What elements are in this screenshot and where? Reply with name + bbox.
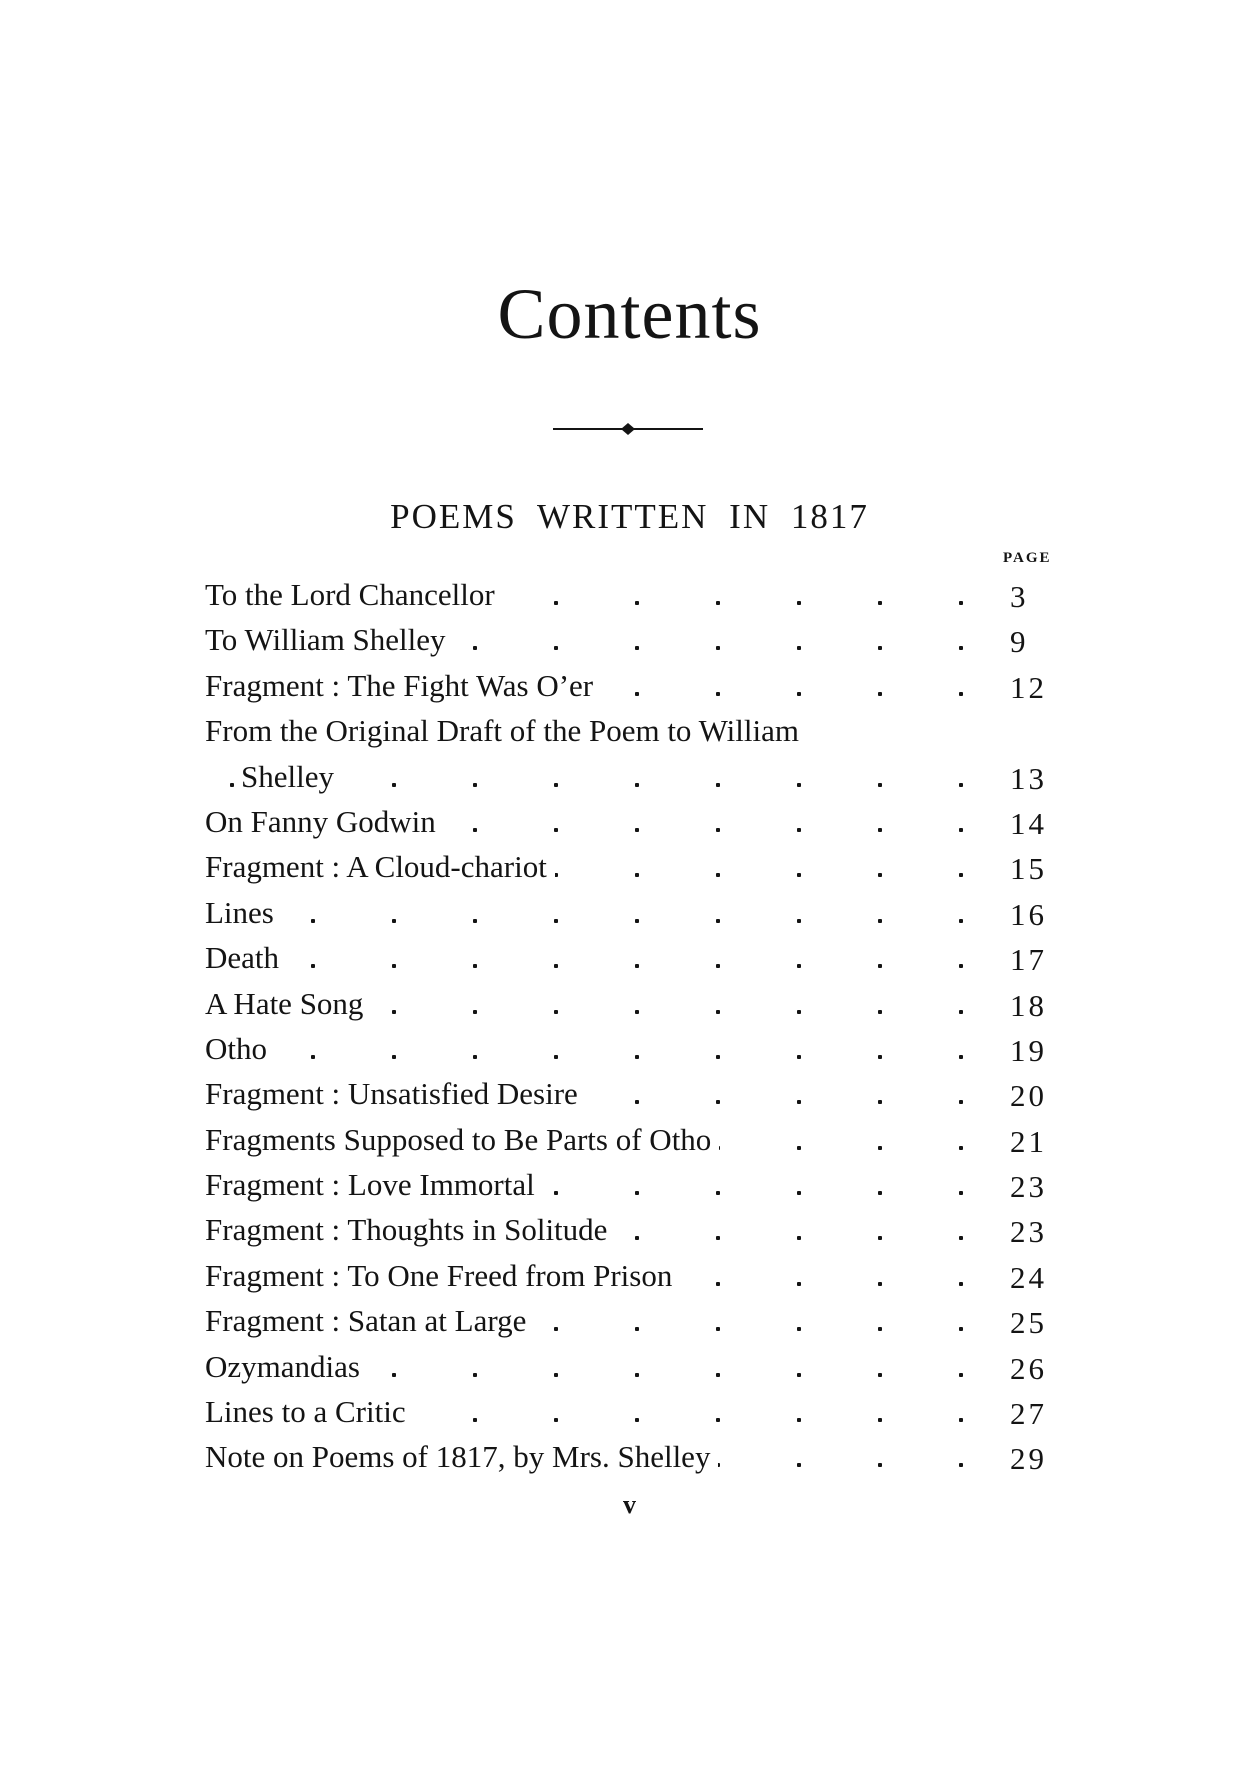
toc-entry: [205, 663, 1060, 708]
leader-dot: [797, 1282, 801, 1286]
leader-dot: [311, 964, 315, 968]
toc-entry: [205, 799, 1060, 844]
leader-dot: [716, 1327, 720, 1331]
toc-entry-page: 3: [1010, 579, 1029, 614]
toc-entry-title: Fragment : Unsatisfied Desire: [205, 1071, 586, 1116]
leader-dot: [635, 1373, 639, 1377]
toc-entry-page: 21: [1010, 1123, 1047, 1159]
leader-dot: [716, 1055, 720, 1059]
leader-dot: [959, 692, 963, 696]
toc-entry-page: 13: [1010, 760, 1047, 796]
leader-dot: [797, 1236, 801, 1240]
leader-dot: [635, 601, 639, 605]
leader-dot: [797, 1373, 801, 1377]
leader-dot: [392, 1373, 396, 1377]
leader-dot: [878, 919, 882, 923]
leader-dot: [878, 1327, 882, 1331]
toc-entry: [205, 617, 1060, 662]
page-title: Contents: [497, 274, 762, 354]
leader-dot: [878, 964, 882, 968]
leader-dot: [716, 873, 720, 877]
leader-dot: [878, 828, 882, 832]
leader-dot: [716, 783, 720, 787]
leader-dot: [473, 1055, 477, 1059]
leader-dot: [473, 828, 477, 832]
leader-dot: [635, 1327, 639, 1331]
leader-dot: [959, 1100, 963, 1104]
leader-dot: [959, 1373, 963, 1377]
leader-dot: [878, 646, 882, 650]
leader-dot: [716, 646, 720, 650]
leader-dot: [230, 783, 234, 787]
leader-dot: [959, 646, 963, 650]
toc-entry: [205, 1117, 1060, 1162]
leader-dot: [716, 919, 720, 923]
toc-entry-title: To William Shelley: [205, 617, 454, 662]
leader-dot: [392, 964, 396, 968]
section-heading: POEMS WRITTEN IN 1817: [390, 497, 869, 536]
leader-dot: [878, 783, 882, 787]
leader-dot: [473, 1010, 477, 1014]
leader-dot: [959, 1010, 963, 1014]
leader-dot: [716, 601, 720, 605]
toc-entry-title: Lines: [205, 890, 282, 935]
toc-entry: [205, 1162, 1060, 1207]
toc-entry: [205, 1253, 1060, 1298]
toc-entry-title: Fragment : A Cloud-chariot: [205, 844, 555, 889]
leader-dot: [635, 919, 639, 923]
toc-entry: [205, 844, 1060, 889]
leader-dot: [716, 1010, 720, 1014]
leader-dot: [554, 1373, 558, 1377]
leader-dot: [716, 1236, 720, 1240]
leader-dot: [635, 1191, 639, 1195]
leader-dot: [554, 783, 558, 787]
toc-entry: [205, 754, 1060, 799]
page-column-label: PAGE: [1003, 550, 1052, 566]
leader-dot: [554, 1191, 558, 1195]
toc-entry: [205, 890, 1060, 935]
leader-dot: [878, 1463, 882, 1467]
toc-entry-title: Fragment : Thoughts in Solitude: [205, 1207, 615, 1252]
toc-entry-title: Fragment : Love Immortal: [205, 1162, 543, 1207]
toc-entry-page: 9: [1010, 624, 1029, 660]
leader-dot: [959, 1236, 963, 1240]
leader-dot: [635, 873, 639, 877]
toc-entry-page: 16: [1010, 896, 1047, 932]
toc-entry-title: Ozymandias: [205, 1344, 368, 1389]
toc-entry-page: 29: [1010, 1441, 1047, 1477]
toc-entry-title: Lines to a Critic: [205, 1389, 414, 1434]
leader-dot: [635, 964, 639, 968]
leader-dot: [473, 1418, 477, 1422]
leader-dot: [959, 1418, 963, 1422]
leader-dot: [716, 1191, 720, 1195]
leader-dot: [959, 783, 963, 787]
toc-entry: [205, 935, 1060, 980]
toc-entry-page: 20: [1010, 1078, 1047, 1114]
leader-dot: [878, 1055, 882, 1059]
toc-entry-page: 17: [1010, 942, 1047, 978]
toc-entry-page: 12: [1010, 669, 1047, 705]
leader-dot: [554, 919, 558, 923]
leader-dot: [392, 783, 396, 787]
leader-dot: [959, 919, 963, 923]
leader-dot: [797, 1055, 801, 1059]
leader-dot: [878, 692, 882, 696]
toc-entry-page: 23: [1010, 1214, 1047, 1250]
leader-dot: [878, 1373, 882, 1377]
page-folio: v: [623, 1490, 636, 1519]
leader-dot: [878, 1010, 882, 1014]
toc-entry: [205, 1389, 1060, 1434]
leader-dot: [554, 1010, 558, 1014]
leader-dot: [797, 964, 801, 968]
leader-dot: [554, 646, 558, 650]
leader-dot: [959, 828, 963, 832]
toc-entry-title: On Fanny Godwin: [205, 799, 444, 844]
leader-dot: [878, 1100, 882, 1104]
toc-entry-title: Shelley: [241, 754, 342, 799]
toc-entry-page: 23: [1010, 1169, 1047, 1205]
leader-dot: [797, 601, 801, 605]
leader-dot: [878, 1236, 882, 1240]
leader-dot: [797, 1100, 801, 1104]
toc-entry-title: Otho: [205, 1026, 275, 1071]
toc-entry-page: 25: [1010, 1305, 1047, 1341]
leader-dot: [311, 1055, 315, 1059]
toc-entry-title: Fragments Supposed to Be Parts of Otho: [205, 1117, 719, 1162]
leader-dot: [554, 1418, 558, 1422]
leader-dot: [554, 601, 558, 605]
leader-dot: [716, 1373, 720, 1377]
leader-dot: [959, 1327, 963, 1331]
leader-dot: [554, 1327, 558, 1331]
toc-entry-page: 27: [1010, 1396, 1047, 1432]
leader-dot: [878, 873, 882, 877]
toc-entry-title: Note on Poems of 1817, by Mrs. Shelley: [205, 1434, 718, 1479]
leader-dot: [797, 646, 801, 650]
leader-dot: [878, 1191, 882, 1195]
leader-dot: [473, 919, 477, 923]
leader-dot: [797, 783, 801, 787]
dot-leader: [205, 890, 970, 935]
leader-dot: [473, 783, 477, 787]
toc-entry-title: Fragment : The Fight Was O’er: [205, 663, 601, 708]
leader-dot: [878, 1418, 882, 1422]
dot-leader: [205, 935, 970, 980]
leader-dot: [959, 1055, 963, 1059]
leader-dot: [878, 601, 882, 605]
toc-entry: [205, 1207, 1060, 1252]
leader-dot: [959, 1463, 963, 1467]
leader-dot: [392, 919, 396, 923]
leader-dot: [635, 783, 639, 787]
leader-dot: [392, 1055, 396, 1059]
leader-dot: [797, 692, 801, 696]
toc-entry-page: 19: [1010, 1032, 1047, 1068]
leader-dot: [797, 1146, 801, 1150]
toc-entry-title: Fragment : Satan at Large: [205, 1298, 534, 1343]
leader-dot: [554, 964, 558, 968]
leader-dot: [716, 1100, 720, 1104]
leader-dot: [635, 646, 639, 650]
leader-dot: [959, 1282, 963, 1286]
rule-with-diamond-icon: [553, 421, 703, 437]
leader-dot: [797, 873, 801, 877]
leader-dot: [554, 828, 558, 832]
leader-dot: [635, 1010, 639, 1014]
toc-entry: [205, 1298, 1060, 1343]
leader-dot: [959, 1146, 963, 1150]
toc-entry: [205, 1344, 1060, 1389]
toc-entry-title: Fragment : To One Freed from Prison: [205, 1253, 680, 1298]
leader-dot: [716, 692, 720, 696]
leader-dot: [878, 1146, 882, 1150]
leader-dot: [959, 1191, 963, 1195]
leader-dot: [635, 1236, 639, 1240]
leader-dot: [473, 964, 477, 968]
leader-dot: [716, 964, 720, 968]
toc-entry-title: Death: [205, 935, 287, 980]
toc-entry-title: A Hate Song: [205, 981, 371, 1026]
toc-entry-page: 24: [1010, 1259, 1047, 1295]
leader-dot: [635, 1100, 639, 1104]
toc-entry: [205, 981, 1060, 1026]
leader-dot: [716, 1418, 720, 1422]
toc-entry: [205, 1434, 1060, 1479]
leader-dot: [797, 919, 801, 923]
leader-dot: [473, 1373, 477, 1377]
table-of-contents: [205, 572, 1060, 1480]
leader-dot: [716, 828, 720, 832]
toc-entry-page: 14: [1010, 805, 1047, 841]
toc-entry-page: 15: [1010, 851, 1047, 887]
toc-entry: [205, 572, 1060, 617]
leader-dot: [635, 1055, 639, 1059]
leader-dot: [716, 1282, 720, 1286]
leader-dot: [797, 828, 801, 832]
leader-dot: [635, 828, 639, 832]
leader-dot: [635, 692, 639, 696]
leader-dot: [473, 646, 477, 650]
leader-dot: [311, 919, 315, 923]
toc-entry: [205, 708, 1060, 753]
leader-dot: [797, 1327, 801, 1331]
toc-entry: [205, 1071, 1060, 1116]
leader-dot: [959, 601, 963, 605]
toc-entry: [205, 1026, 1060, 1071]
leader-dot: [797, 1191, 801, 1195]
leader-dot: [959, 964, 963, 968]
leader-dot: [797, 1463, 801, 1467]
leader-dot: [635, 1418, 639, 1422]
leader-dot: [797, 1010, 801, 1014]
leader-dot: [878, 1282, 882, 1286]
toc-entry-title: From the Original Draft of the Poem to William: [205, 708, 807, 753]
toc-entry-title: To the Lord Chancellor: [205, 572, 503, 617]
leader-dot: [392, 1010, 396, 1014]
dot-leader: [205, 1026, 970, 1071]
leader-dot: [554, 1055, 558, 1059]
toc-entry-page: 18: [1010, 987, 1047, 1023]
leader-dot: [959, 873, 963, 877]
leader-dot: [797, 1418, 801, 1422]
toc-entry-page: 26: [1010, 1350, 1047, 1386]
